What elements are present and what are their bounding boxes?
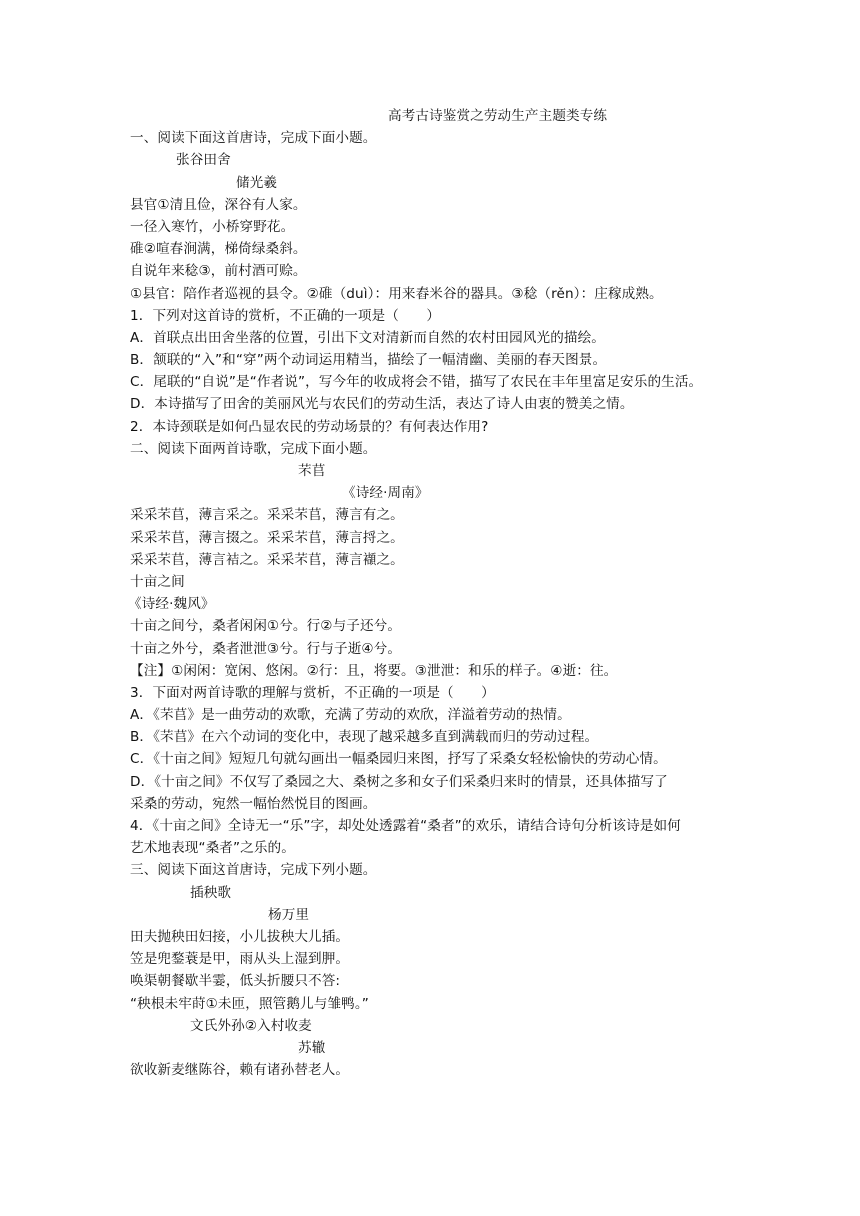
poem-title-shimu: 十亩之间	[130, 573, 185, 590]
poem-title-zhanggu: 张谷田舍	[176, 152, 231, 169]
question-1-option-b: B．颔联的“入”和“穿”两个动词运用精当，描绘了一幅清幽、美丽的春天图景。	[130, 352, 607, 369]
poem-author-chuguangxi: 储光羲	[236, 174, 278, 191]
poem-line: 采采芣苢，薄言掇之。采采芣苢，薄言捋之。	[130, 529, 404, 546]
document-title: 高考古诗鉴赏之劳动生产主题类专练	[388, 108, 608, 124]
poem-line: 县官①清且俭，深谷有人家。	[130, 196, 307, 213]
question-3-option-c: C．《十亩之间》短短几句就勾画出一幅桑园归来图，抒写了采桑女轻松愉快的劳动心情。	[130, 751, 667, 768]
section-2-heading: 二、阅读下面两首诗歌，完成下面小题。	[130, 440, 377, 457]
question-3-option-d: D．《十亩之间》不仅写了桑园之大、桑树之多和女子们采桑归来时的情景，还具体描写了	[130, 773, 668, 790]
section-1-heading: 一、阅读下面这首唐诗，完成下面小题。	[130, 130, 377, 147]
question-1-option-d: D．本诗描写了田舍的美丽风光与农民们的劳动生活，表达了诗人由衷的赞美之情。	[130, 396, 634, 413]
poem-title-fuyi: 芣苢	[298, 463, 326, 479]
question-4-stem-continued: 艺术地表现“桑者”之乐的。	[130, 840, 295, 857]
poem-line: 一径入寒竹，小桥穿野花。	[130, 218, 295, 235]
poem-source-zhounan: 《诗经·周南》	[342, 485, 429, 502]
poem-line: 碓②喧春涧满，梯倚绿桑斜。	[130, 241, 307, 258]
poem-line: 自说年来稔③，前村酒可赊。	[130, 263, 307, 280]
poem-line: 笠是兜鍪蓑是甲，雨从头上湿到胛。	[130, 951, 350, 968]
question-3-stem: 3．下面对两首诗歌的理解与赏析，不正确的一项是（ ）	[130, 684, 495, 701]
poem-notes: 【注】①闲闲：宽闲、悠闲。②行：且，将要。③泄泄：和乐的样子。④逝：往。	[130, 662, 618, 679]
question-3-option-b: B．《芣苢》在六个动词的变化中，表现了越采越多直到满载而归的劳动过程。	[130, 729, 599, 746]
poem-title-shoumai: 文氏外孙②入村收麦	[190, 1017, 312, 1034]
poem-line: 采采芣苢，薄言袺之。采采芣苢，薄言襭之。	[130, 551, 404, 568]
poem-line: 唤渠朝餐歇半霎，低头折腰只不答:	[130, 973, 341, 990]
poem-line: 采采芣苢，薄言采之。采采芣苢，薄言有之。	[130, 507, 404, 524]
poem-line: 欲收新麦继陈谷，赖有诸孙替老人。	[130, 1062, 350, 1079]
section-3-heading: 三、阅读下面这首唐诗，完成下列小题。	[130, 862, 377, 879]
question-4-stem: 4．《十亩之间》全诗无一“乐”字，却处处透露着“桑者”的欢乐，请结合诗句分析该诗是如何	[130, 818, 681, 834]
document-content	[130, 105, 740, 1081]
question-1-stem: 1．下列对这首诗的赏析，不正确的一项是（ ）	[130, 307, 441, 324]
poem-title-chayangge: 插秧歌	[190, 884, 232, 901]
poem-line: 十亩之外兮，桑者泄泄③兮。行与子逝④兮。	[130, 640, 402, 657]
question-3-option-d-continued: 采桑的劳动，宛然一幅怡然悦目的图画。	[130, 795, 377, 812]
question-1-option-c: C．尾联的“自说”是“作者说”，写今年的收成将会不错，描写了农民在丰年里富足安乐的生活。	[130, 374, 703, 391]
poem-author-suzhe: 苏辙	[298, 1039, 326, 1056]
poem-line: “秧根未牢莳①未匝，照管鹅儿与雏鸭。”	[130, 995, 369, 1012]
poem-notes: ①县官：陪作者巡视的县令。②碓（duì）：用来舂米谷的器具。③稔（rěn）：庄稼成熟。	[130, 285, 663, 302]
question-2-stem: 2．本诗颈联是如何凸显农民的劳动场景的？有何表达作用?	[130, 418, 489, 435]
poem-line: 田夫抛秧田妇接，小儿拔秧大儿插。	[130, 928, 350, 945]
question-3-option-a: A．《芣苢》是一曲劳动的欢歌，充满了劳动的欢欣，洋溢着劳动的热情。	[130, 707, 571, 724]
question-1-option-a: A．首联点出田舍坐落的位置，引出下文对清新而自然的农村田园风光的描绘。	[130, 329, 605, 346]
poem-author-yangwanli: 杨万里	[268, 906, 310, 923]
poem-source-weifeng: 《诗经·魏风》	[128, 596, 215, 613]
poem-line: 十亩之间兮，桑者闲闲①兮。行②与子还兮。	[130, 618, 402, 635]
